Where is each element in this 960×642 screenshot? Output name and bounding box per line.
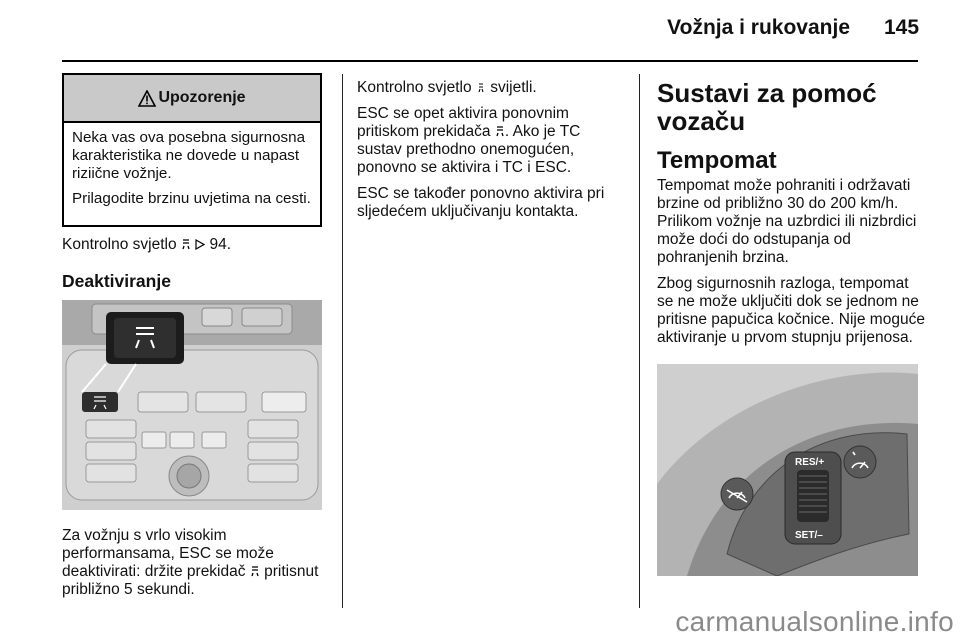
paragraph-text: . Ako je TC sustav prethodno onemogućen, ponovno se aktivira i TC i ESC. [357, 123, 581, 176]
warning-header [64, 75, 320, 123]
warning-title: Upozorenje [158, 89, 246, 106]
warning-text: Neka vas ova posebna sigurnosna karakteristika ne dovede u napast riziične vožnje. [72, 129, 306, 182]
subsection-title: Tempomat [657, 147, 777, 174]
watermark: carmanualsonline.info [675, 606, 954, 637]
paragraph-text: svijetli. [490, 79, 537, 96]
dashboard-illustration [62, 300, 322, 510]
warning-box [62, 73, 322, 227]
column-2-text [357, 79, 629, 229]
page-number: 145 [884, 16, 920, 39]
esc-icon [476, 81, 486, 93]
paragraph-text: Za vožnju s vrlo visokim performansama, ESC se može deaktivirati: držite prekidač [62, 527, 274, 580]
paragraph-text: Kontrolno svjetlo [357, 79, 472, 96]
set-label: SET/– [795, 530, 823, 541]
column-divider [639, 74, 640, 608]
paragraph-text: Zbog sigurnosnih razloga, tempomat se ne može uključiti dok se jednom ne pritisne papučica kočnice. Nije moguće aktiviranje u prvom stupnju prijenosa. [657, 275, 925, 346]
column-divider [342, 74, 343, 608]
esc-off-icon [495, 125, 505, 137]
header-rule [62, 60, 918, 62]
indicator-line [62, 236, 332, 254]
deactivation-paragraph [62, 527, 332, 599]
paragraph-text: pritisnut približno 5 sekundi. [62, 563, 319, 598]
warning-text: Prilagodite brzinu uvjetima na cesti. [72, 190, 311, 207]
paragraph-text: ESC se opet aktivira ponovnim pritiskom prekidača [357, 105, 569, 140]
column-3 [657, 79, 925, 355]
warning-triangle-icon [138, 90, 156, 107]
indicator-text: Kontrolno svjetlo [62, 236, 177, 253]
steering-wheel-illustration [657, 364, 918, 576]
esc-off-icon [181, 238, 191, 250]
page-reference: 94. [209, 236, 232, 253]
paragraph-text: ESC se također ponovno aktivira pri sljedećem uključivanju kontakta. [357, 185, 605, 220]
esc-off-icon [250, 565, 260, 577]
page-header-title: Vožnja i rukovanje [667, 16, 850, 39]
paragraph-text: Tempomat može pohraniti i održavati brzine od približno 30 do 200 km/h. Prilikom vožnje na uzbrdici ili nizbrdici može doći do odstupanja od pohranjenih brzina. [657, 177, 917, 266]
page-reference-icon [195, 239, 205, 250]
section-title: Sustavi za pomoć vozaču [657, 78, 877, 136]
section-heading: Deaktiviranje [62, 271, 171, 291]
res-label: RES/+ [795, 457, 825, 468]
